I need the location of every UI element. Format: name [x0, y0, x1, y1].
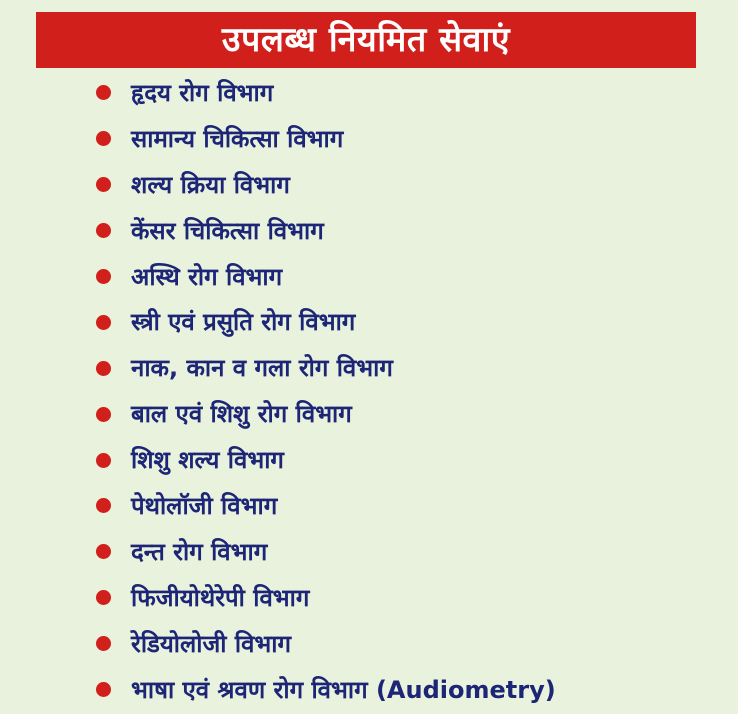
bullet-icon: [96, 407, 111, 422]
service-label: फिजीयोथेरेपी विभाग: [131, 583, 310, 612]
list-item: [96, 345, 726, 391]
bullet-icon: [96, 453, 111, 468]
service-label: अस्थि रोग विभाग: [131, 262, 283, 291]
service-label: रेडियोलोजी विभाग: [131, 629, 292, 658]
header-banner: [36, 12, 696, 68]
service-label: शल्य क्रिया विभाग: [131, 170, 290, 199]
list-item: [96, 116, 726, 162]
service-label: दन्त रोग विभाग: [131, 537, 268, 566]
page-title: उपलब्ध नियमित सेवाएं: [221, 20, 511, 60]
bullet-icon: [96, 544, 111, 559]
bullet-icon: [96, 269, 111, 284]
bullet-icon: [96, 177, 111, 192]
service-label: पेथोलॉजी विभाग: [131, 491, 278, 520]
list-item: [96, 162, 726, 208]
service-label: नाक, कान व गला रोग विभाग: [131, 354, 393, 383]
bullet-icon: [96, 636, 111, 651]
list-item: [96, 483, 726, 529]
bullet-icon: [96, 682, 111, 697]
service-label: शिशु शल्य विभाग: [131, 446, 284, 475]
service-label: सामान्य चिकित्सा विभाग: [131, 124, 344, 153]
list-item: [96, 208, 726, 254]
list-item: [96, 437, 726, 483]
list-item: [96, 529, 726, 575]
list-item: [96, 254, 726, 300]
bullet-icon: [96, 590, 111, 605]
list-item: [96, 667, 726, 713]
service-label: भाषा एवं श्रवण रोग विभाग (Audiometry): [131, 675, 556, 704]
bullet-icon: [96, 315, 111, 330]
service-label: स्त्री एवं प्रसुति रोग विभाग: [131, 308, 356, 337]
service-label: केंसर चिकित्सा विभाग: [131, 216, 324, 245]
bullet-icon: [96, 498, 111, 513]
list-item: [96, 70, 726, 116]
bullet-icon: [96, 131, 111, 146]
list-item: [96, 621, 726, 667]
service-label: हृदय रोग विभाग: [131, 78, 274, 107]
list-item: [96, 391, 726, 437]
bullet-icon: [96, 85, 111, 100]
list-item: [96, 299, 726, 345]
service-label: बाल एवं शिशु रोग विभाग: [131, 400, 352, 429]
services-list: [96, 70, 726, 712]
list-item: [96, 575, 726, 621]
bullet-icon: [96, 223, 111, 238]
bullet-icon: [96, 361, 111, 376]
